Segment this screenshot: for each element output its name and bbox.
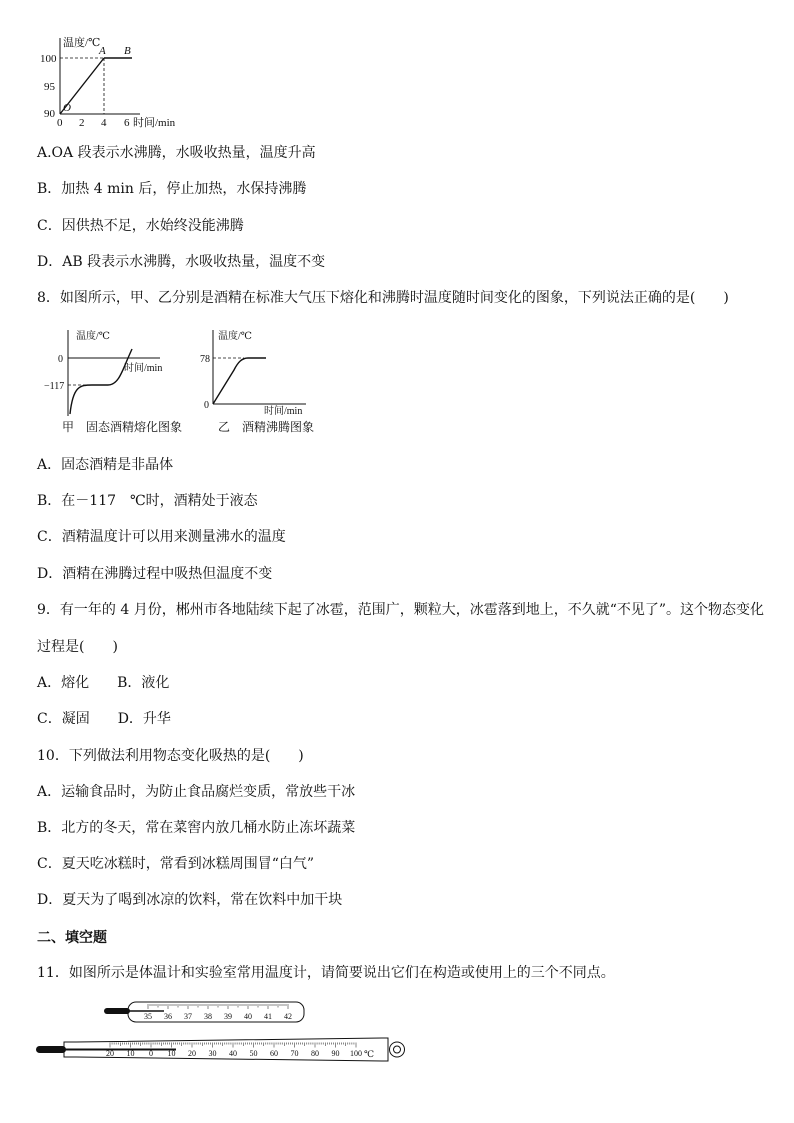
yi-xlabel: 时间/min: [264, 406, 303, 417]
lab-thermometer: [36, 1034, 412, 1064]
lab-scale-label: 80: [311, 1049, 319, 1058]
jia-ylabel: 温度/℃: [76, 331, 110, 342]
graph-ylabel: 温度/℃: [63, 37, 101, 49]
q10-option-b: B．北方的冬天，常在菜窖内放几桶水防止冻坏蔬菜: [37, 820, 356, 836]
clinical-scale-label: 39: [224, 1012, 232, 1021]
lab-scale-label: 60: [270, 1049, 278, 1058]
lab-scale-label: 20: [188, 1049, 196, 1058]
yi-ylabel: 温度/℃: [218, 331, 252, 342]
clinical-scale-label: 42: [284, 1012, 292, 1021]
lab-unit-label: ℃: [364, 1049, 375, 1059]
q9-options-row2: C．凝固 D．升华: [37, 711, 171, 727]
q8-option-d: D．酒精在沸腾过程中吸热但温度不变: [37, 566, 273, 582]
lab-scale-label: 20: [106, 1049, 114, 1058]
lab-scale-label: 40: [229, 1049, 237, 1058]
clinical-scale-label: 41: [264, 1012, 272, 1021]
yi-tick-top: 78: [200, 354, 210, 365]
q8-stem: 8．如图所示，甲、乙分别是酒精在标准大气压下熔化和沸腾时温度随时间变化的图象，下列说法正确的是( ): [37, 290, 729, 306]
q8-option-c: C．酒精温度计可以用来测量沸水的温度: [37, 529, 286, 545]
jia-tick-zero: 0: [58, 354, 63, 365]
lab-scale-label: 100: [350, 1049, 362, 1058]
q11-stem: 11．如图所示是体温计和实验室常用温度计，请简要说出它们在构造或使用上的三个不同点。: [37, 965, 615, 981]
jia-caption: 甲 固态酒精熔化图象: [62, 420, 183, 434]
q9-stem-line2: 过程是( ): [37, 639, 118, 655]
clinical-scale-label: 35: [144, 1012, 152, 1021]
yi-tick-zero: 0: [204, 400, 209, 411]
clinical-scale-ticks: [148, 1004, 288, 1009]
alcohol-melting-graph: [36, 324, 196, 440]
clinical-scale-label: 38: [204, 1012, 212, 1021]
x-tick-0: 0: [57, 117, 63, 129]
q9-stem-line1: 9．有一年的 4 月份，郴州市各地陆续下起了冰雹，范围广，颗粒大，冰雹落到地上，不久就“不见了”。这个物态变化: [37, 602, 765, 618]
lab-scale-label: 30: [208, 1049, 217, 1058]
temperature-time-graph: [36, 34, 206, 130]
point-b-label: B: [124, 45, 131, 57]
clinical-scale-labels: [144, 1012, 292, 1021]
q10-stem: 10．下列做法利用物态变化吸热的是( ): [37, 748, 304, 764]
y-tick-95: 95: [44, 81, 55, 93]
lab-scale-label: 70: [290, 1049, 299, 1058]
q10-option-c: C．夏天吃冰糕时，常看到冰糕周围冒“白气”: [37, 856, 315, 872]
section-title-fill-in: 二、填空题: [37, 930, 107, 946]
clinical-scale-label: 36: [164, 1012, 172, 1021]
yi-caption: 乙 酒精沸腾图象: [218, 420, 315, 434]
q7-option-c: C．因供热不足，水始终没能沸腾: [37, 218, 244, 234]
q7-option-a: A.OA 段表示水沸腾，水吸收热量，温度升高: [37, 145, 316, 161]
q8-option-b: B．在－117 ℃时，酒精处于液态: [37, 493, 258, 509]
q9-options-row1: A．熔化 B．液化: [37, 675, 170, 691]
lab-scale-label: 90: [331, 1049, 340, 1058]
lab-scale-label: 50: [249, 1049, 258, 1058]
lab-scale-ticks: [110, 1043, 356, 1048]
clinical-thermometer: [104, 1000, 310, 1026]
graph-xlabel: 时间/min: [133, 117, 176, 129]
q10-option-d: D．夏天为了喝到冰凉的饮料，常在饮料中加干块: [37, 892, 343, 908]
clinical-scale-label: 40: [244, 1012, 252, 1021]
q10-option-a: A．运输食品时，为防止食品腐烂变质，常放些干冰: [37, 784, 356, 800]
y-tick-100: 100: [40, 53, 57, 65]
lab-scale-label: 10: [167, 1049, 176, 1058]
clinical-scale-label: 37: [184, 1012, 192, 1021]
lab-scale-label: 10: [126, 1049, 135, 1058]
y-tick-90: 90: [44, 108, 55, 120]
x-tick-6: 6: [124, 117, 130, 129]
q8-option-a: A．固态酒精是非晶体: [37, 457, 174, 473]
alcohol-boiling-graph: [196, 324, 326, 440]
q7-option-b: B．加热 4 min 后，停止加热，水保持沸腾: [37, 181, 307, 197]
point-o-label: O: [63, 102, 71, 114]
q7-option-d: D．AB 段表示水沸腾，水吸收热量，温度不变: [37, 254, 326, 270]
lab-scale-label: 0: [149, 1049, 153, 1058]
point-a-label: A: [99, 45, 106, 57]
x-tick-2: 2: [79, 117, 85, 129]
jia-xlabel: 时间/min: [124, 363, 163, 374]
jia-tick-low: −117: [44, 381, 65, 392]
x-tick-4: 4: [101, 117, 107, 129]
